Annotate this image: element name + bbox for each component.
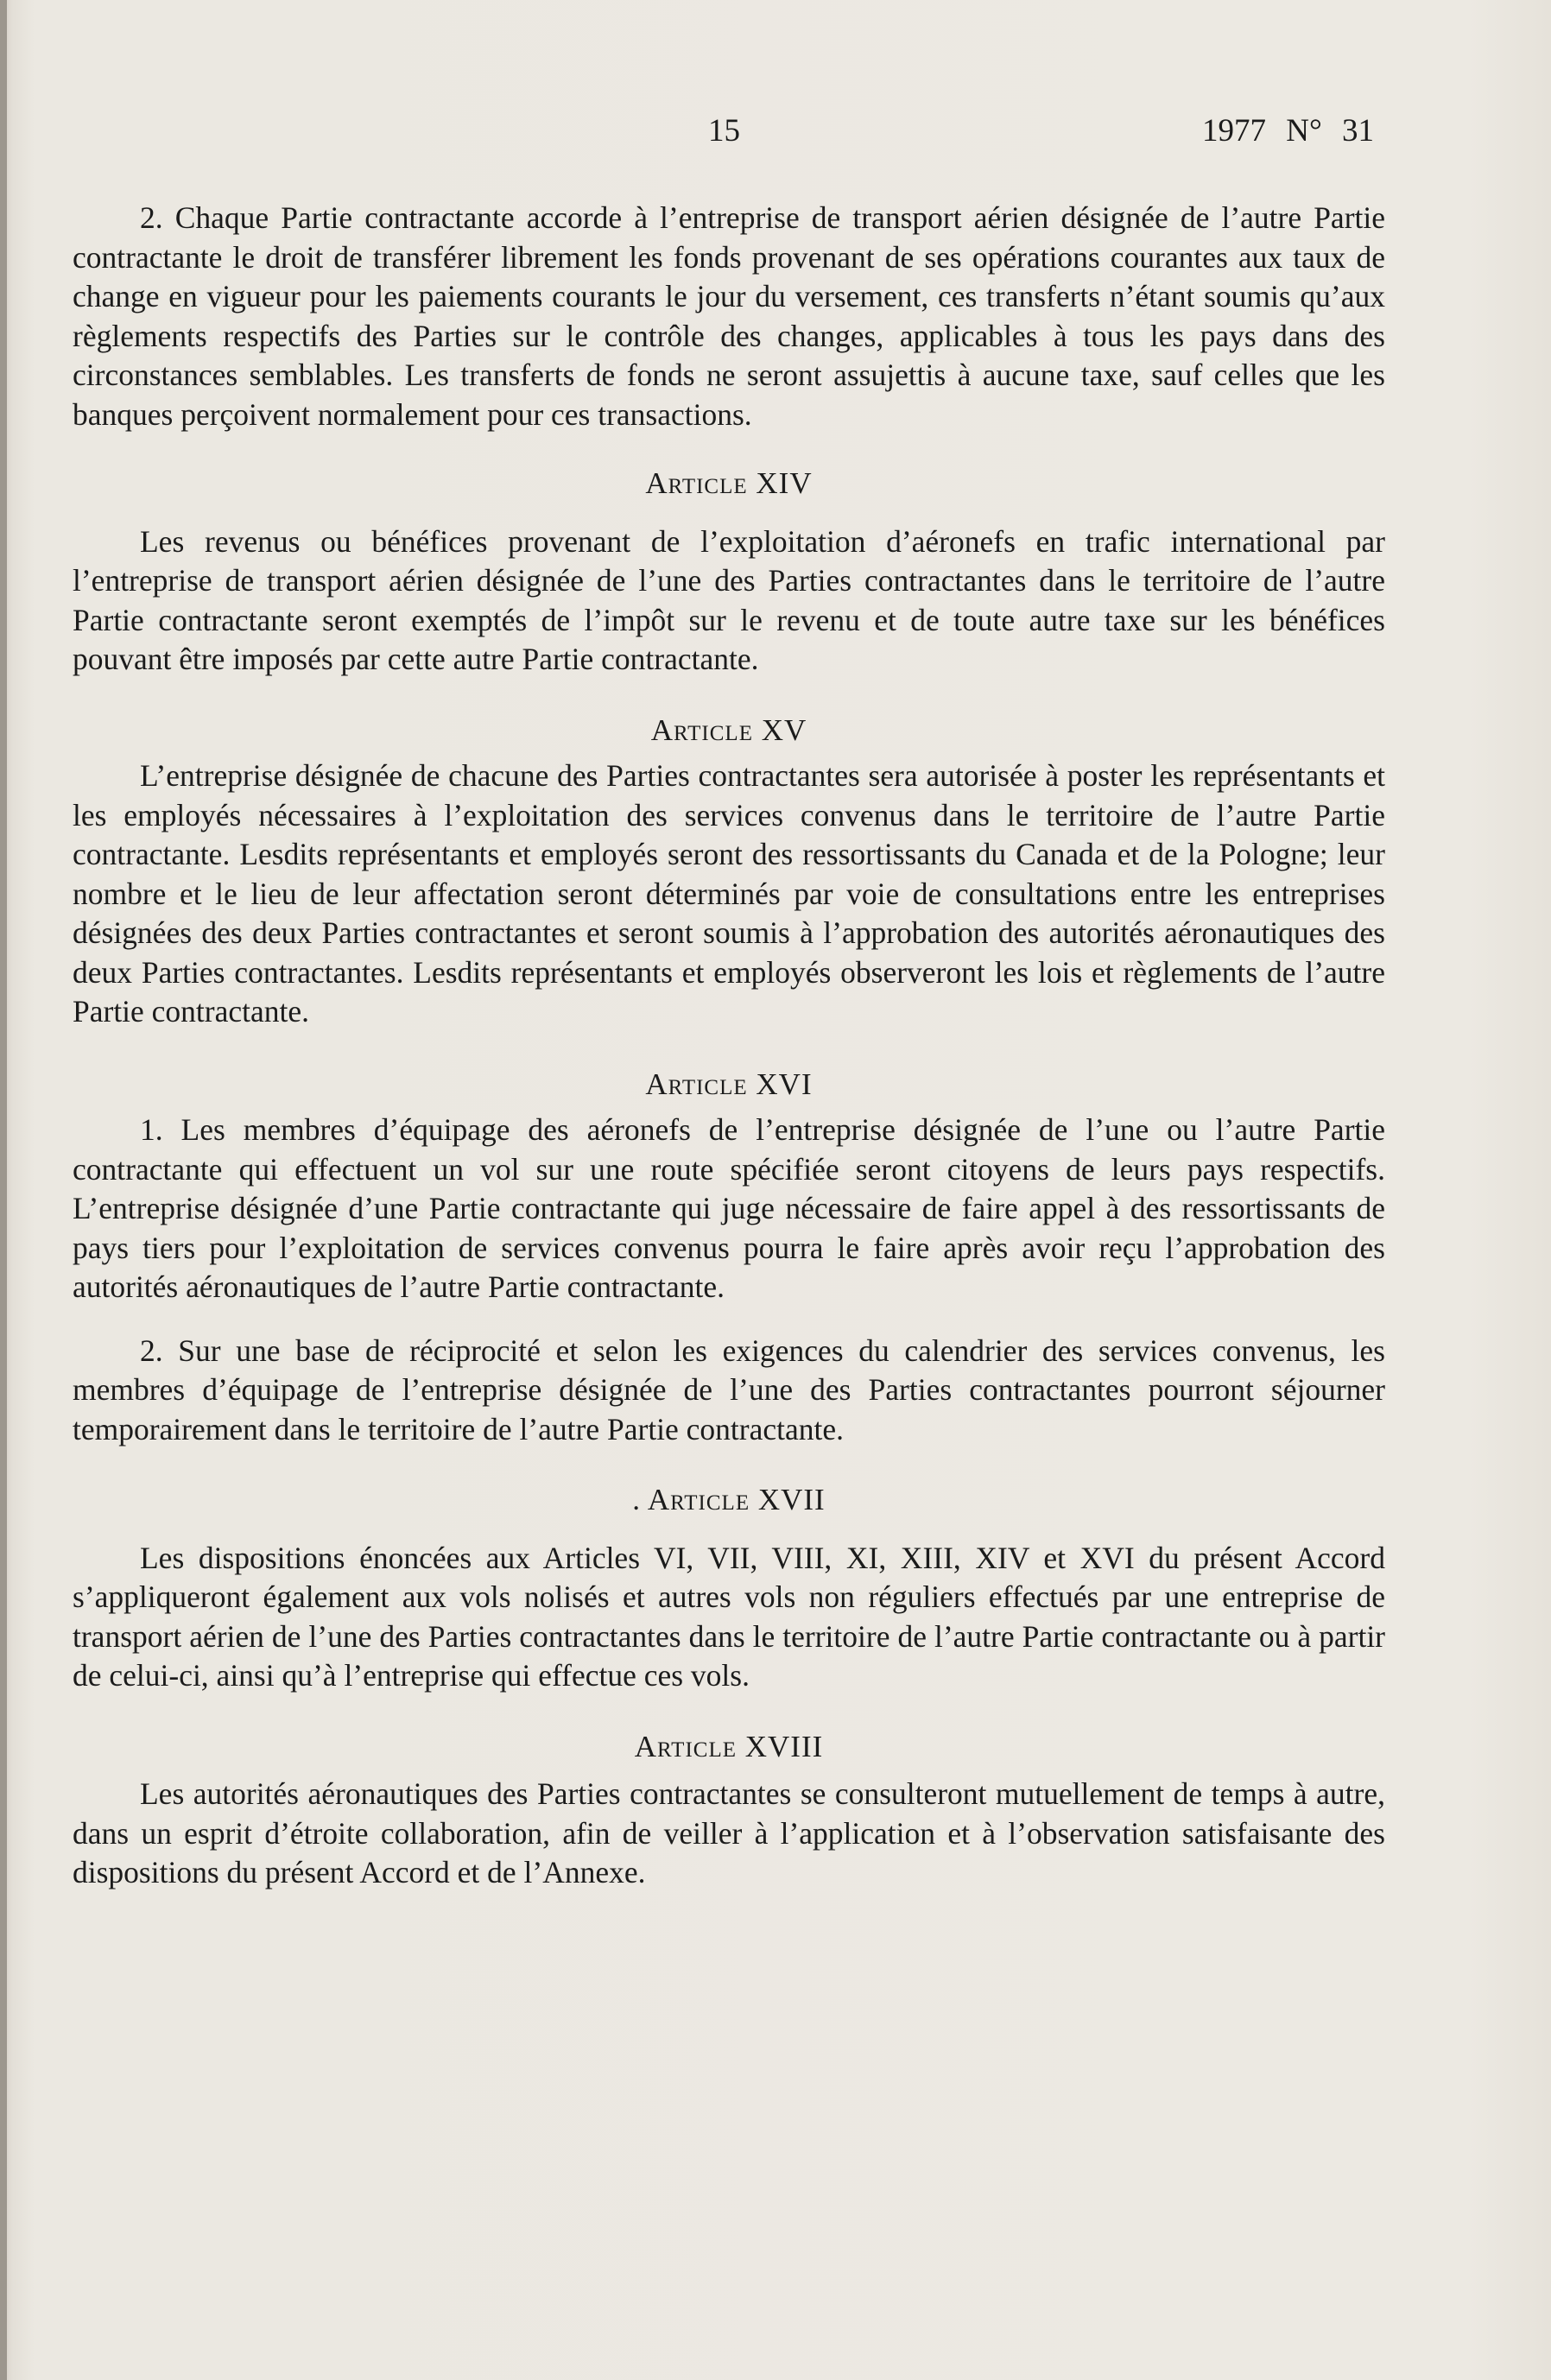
article-15-paragraph: L’entreprise désignée de chacune des Parties contractantes sera autorisée à poster les représentants et les employés nécessaires à l’exploitation des services convenus dans le territoire de l’autre Partie contractante. Lesdits représentants et employés seront des ressortissants du Canada et de la Pologne; leur nombre et le lieu de leur affectation seront déterminés par voie de consultations entre les entreprises désignées des deux Parties contractantes et seront soumis à l’approbation des autorités aéronautiques des deux Parties contractantes. Lesdits représentants et employés observeront les lois et règlements de l’autre Partie contractante. [73, 758, 1385, 1029]
document-body [73, 199, 1385, 1893]
article-18-heading: Article XVIII [634, 1729, 824, 1763]
page-binding-edge [0, 0, 7, 2380]
article-15-heading: Article XV [650, 712, 807, 747]
article-18-paragraph: Les autorités aéronautiques des Parties contractantes se consulteront mutuellement de temps à autre, dans un esprit d’étroite collaboration, afin de veiller à l’application et à l’observation satisfaisante des dispositions du présent Accord et de l’Annexe. [73, 1776, 1385, 1889]
article-14-heading: Article XIV [645, 466, 813, 500]
article-17-paragraph: Les dispositions énoncées aux Articles VI, VII, VIII, XI, XIII, XIV et XVI du présent Accord s’appliqueront également aux vols nolisés et autres vols non réguliers effectués par une entreprise de transport aérien de l’une des Parties contractantes dans le territoire de l’autre Partie contractante ou à partir de celui-ci, ainsi qu’à l’entreprise qui effectue ces vols. [73, 1540, 1385, 1693]
year-number: 1977 N° 31 [1201, 113, 1374, 149]
page-header [0, 112, 1551, 155]
article-14-paragraph: Les revenus ou bénéfices provenant de l’exploitation d’aéronefs en trafic international par l’entreprise de transport aérien désignée de l’une des Parties contractantes dans le territoire de l’autre Partie contractante seront exemptés de l’impôt sur le revenu et de toute autre taxe sur les bénéfices pouvant être imposés par cette autre Partie contractante. [73, 523, 1385, 676]
article-16-paragraph-2: 2. Sur une base de réciprocité et selon les exigences du calendrier des services convenus, les membres d’équipage de l’entreprise désignée de l’une des Parties contractantes pourront séjourner temporairement dans le territoire de l’autre Partie contractante. [73, 1332, 1385, 1446]
article-16-paragraph-1: 1. Les membres d’équipage des aéronefs de l’entreprise désignée de l’une ou l’autre Partie contractante qui effectuent un vol sur une route spécifiée seront citoyens de leurs pays respectifs. L’entreprise désignée d’une Partie contractante qui juge nécessaire de faire appel à des ressortissants de pays tiers pour l’exploitation de services convenus pourra le faire après avoir reçu l’approbation des autorités aéronautiques de l’autre Partie contractante. [73, 1112, 1385, 1304]
page-number: 15 [708, 113, 740, 149]
article-17-heading: . Article XVII [632, 1483, 826, 1516]
article-16-heading: Article XVI [645, 1067, 813, 1101]
article-13-paragraph-2: 2. Chaque Partie contractante accorde à l’entreprise de transport aérien désignée de l’autre Partie contractante le droit de transférer librement les fonds provenant de ses opérations courantes aux taux de change en vigueur pour les paiements courants le jour du versement, ces transferts n’étant soumis qu’aux règlements respectifs des Parties sur le contrôle des changes, applicables à tous les pays dans des circonstances semblables. Les transferts de fonds ne seront assujettis à aucune taxe, sauf celles que les banques perçoivent normalement pour ces transactions. [73, 200, 1385, 432]
